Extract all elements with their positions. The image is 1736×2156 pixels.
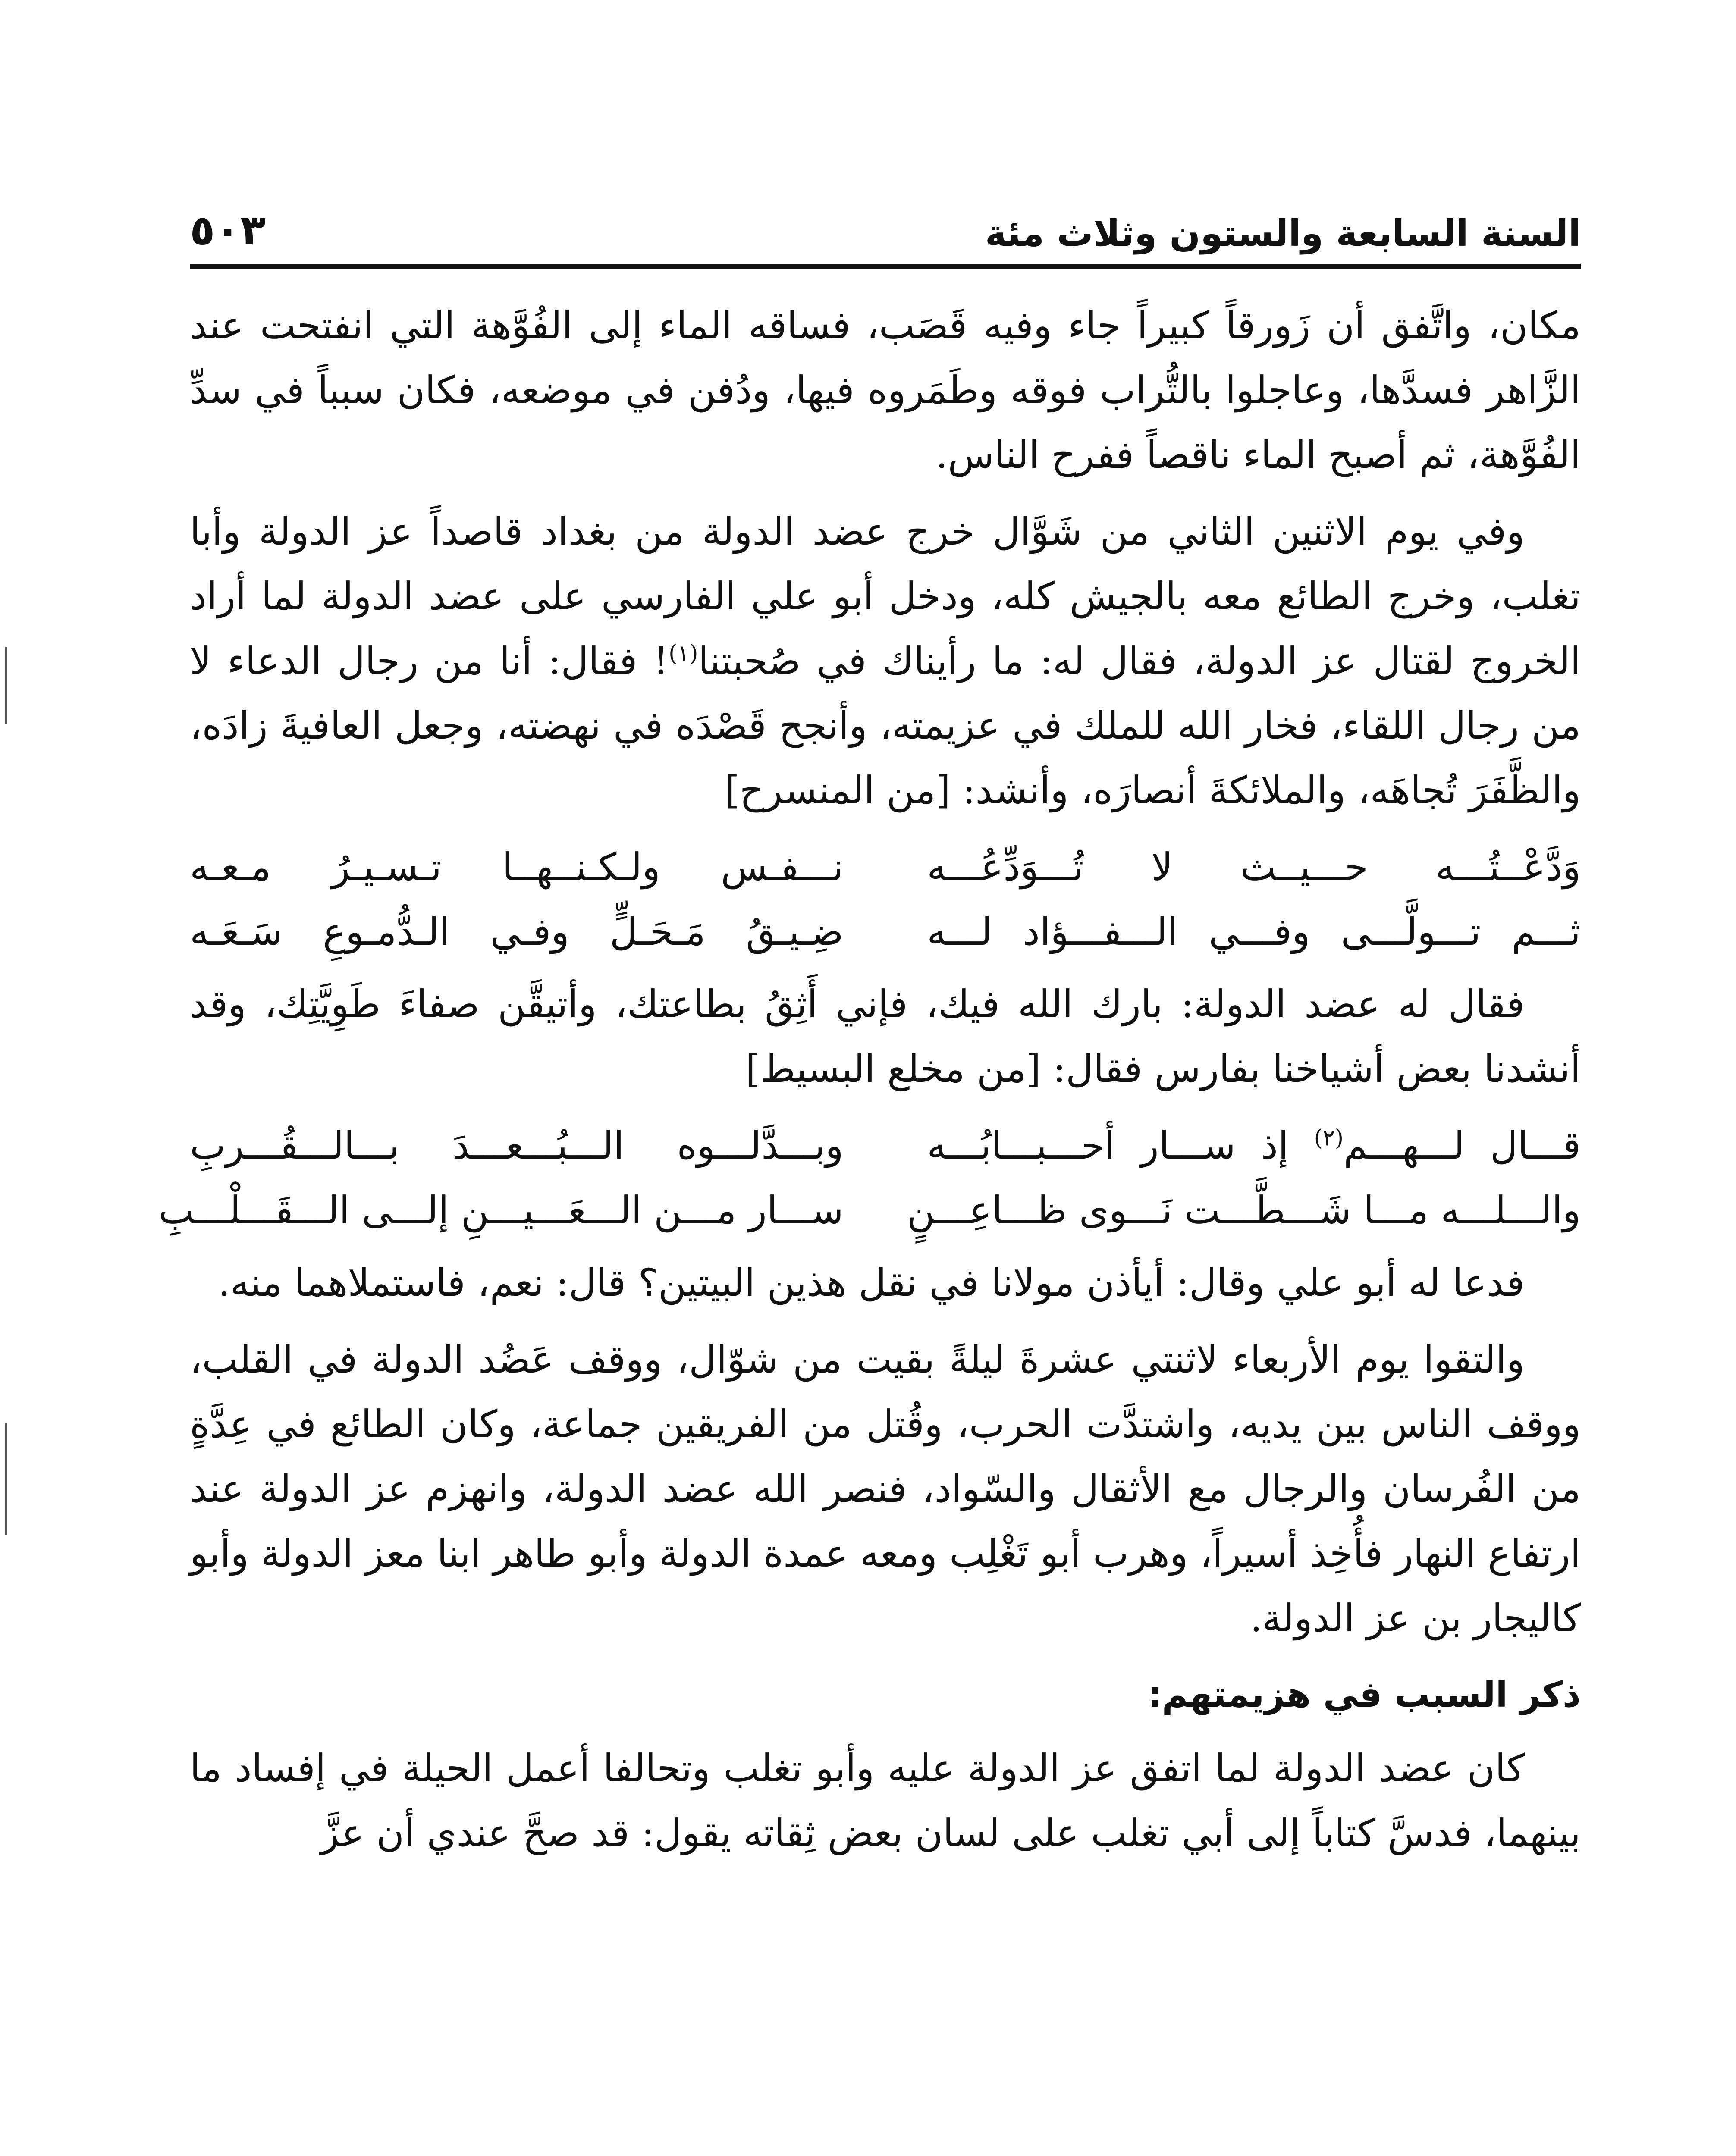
- paragraph-3: [190, 972, 1581, 1101]
- poem-1: [190, 835, 1581, 964]
- hemistich-right: ثـــم تـــولَّـــى وفـــي الـــفـــؤاد لـــه: [927, 909, 1581, 954]
- paragraph-5: والتقوا يوم الأربعاء لاثنتي عشرةَ ليلةً بقيت من شوّال، ووقف عَضُد الدولة في القلب، ووقف الناس بين يديه، واشتدَّت الحرب، وقُتل من الفريقين جماعة، وكان الطائع في عِدَّةٍ من الفُرسان والرجال مع الأثقال والسّواد، فنصر الله عضد الدولة، وانهزم عز الدولة عند ارتفاع النهار فأُخِذ أسيراً، وهرب أبو تَغْلِب ومعه عمدة الدولة وأبو طاهر ابنا معز الدولة وأبو كاليجار بن عز الدولة.: [190, 1337, 1581, 1640]
- hemistich-left: نـــفـس ولـكـنــهــا تـسـيـرُ مـعـه: [190, 845, 844, 889]
- main-text: [158, 293, 1581, 1877]
- poem-2: [158, 1113, 1581, 1243]
- hemistich-left: ضِـيـقُ مَـحَـلٍّ وفـي الـدُّمـوعِ سَـعَـه: [190, 909, 844, 954]
- verse-line: [190, 899, 1581, 964]
- section-heading: ذكر السبب في هزيمتهم:: [1147, 1674, 1581, 1715]
- paragraph-2-part-1: وفي يوم الاثنين الثاني من شَوَّال خرج عضد الدولة من بغداد قاصداً عز الدولة وأبا تغلب، وخرج الطائع معه بالجيش كله، ودخل أبو علي الفارسي على عضد الدولة لما أراد الخروج لقتال عز الدولة، فقال له: ما رأيناك في صُحبتنا: [190, 509, 1581, 683]
- verse-line: [190, 1113, 1581, 1178]
- hemistich-right: والـــلـــه مـــا شَـــطَّـــت نَـــوى ظـــاعِـــنٍ: [907, 1188, 1581, 1232]
- paragraph-2-part-2: ! فقال: أنا من رجال الدعاء لا من رجال اللقاء، فخار الله للملك في عزيمته، وأنجح قَصْدَه في نهضته، وجعل العافيةَ زادَه، والظَّفَرَ تُجاهَه، والملائكةَ أنصارَه، وأنشد:: [190, 639, 1581, 812]
- verse-line: [158, 1178, 1581, 1243]
- header-rule: [190, 264, 1581, 269]
- page-header: [190, 172, 1581, 254]
- hemistich-left: وبـــدَّلـــوه الـــبُـــعـــدَ بـــالـــقُـــربِ: [190, 1123, 844, 1168]
- hemistich-right: وَدَّعْــتُـــه حـــيــث لا تُـــوَدِّعُـــه: [927, 845, 1581, 889]
- page-edge-mark: [5, 1423, 7, 1535]
- page-edge-mark: [5, 647, 7, 724]
- paragraph-1: مكان، واتَّفق أن زَورقاً كبيراً جاء وفيه قَصَب، فساقه الماء إلى الفُوَّهة التي انفتحت عند الزَّاهر فسدَّها، وعاجلوا بالتُّراب فوقه وطَمَروه فيها، ودُفن في موضعه، فكان سبباً في سدِّ الفُوَّهة، ثم أصبح الماء ناقصاً ففرح الناس.: [190, 303, 1581, 477]
- hemistich-text: إذ ســـار أحـــبـــابُـــه: [927, 1123, 1314, 1168]
- meter-label-1: [من المنسرح]: [725, 768, 951, 812]
- verse-line: [190, 835, 1581, 899]
- hemistich-right: [927, 1113, 1581, 1178]
- page-number: ٥٠٣: [190, 206, 266, 254]
- footnote-ref-1[interactable]: (١): [669, 640, 698, 667]
- hemistich-text: قـــال لـــهـــم: [1344, 1123, 1581, 1168]
- hemistich-left: ســـار مـــن الـــعَـــيـــنِ إلـــى الـــقَـــلْـــبِ: [158, 1188, 844, 1232]
- paragraph-4: فدعا له أبو علي وقال: أيأذن مولانا في نقل هذين البيتين؟ قال: نعم، فاستملاهما منه.: [218, 1260, 1525, 1305]
- running-title: السنة السابعة والستون وثلاث مئة: [985, 212, 1581, 254]
- paragraph-2: [190, 499, 1581, 823]
- meter-label-2: [من مخلع البسيط]: [745, 1047, 1041, 1091]
- paragraph-3-text: فقال له عضد الدولة: بارك الله فيك، فإني أَثِقُ بطاعتك، وأتيقَّن صفاءَ طَوِيَّتِك، وقد أنشدنا بعض أشياخنا بفارس فقال:: [190, 982, 1581, 1091]
- paragraph-6: كان عضد الدولة لما اتفق عز الدولة عليه وأبو تغلب وتحالفا أعمل الحيلة في إفساد ما بينهما، فدسَّ كتاباً إلى أبي تغلب على لسان بعض ثِقاته يقول: قد صحَّ عندي أن عزَّ: [190, 1746, 1581, 1855]
- footnote-ref-2[interactable]: (٢): [1314, 1125, 1344, 1151]
